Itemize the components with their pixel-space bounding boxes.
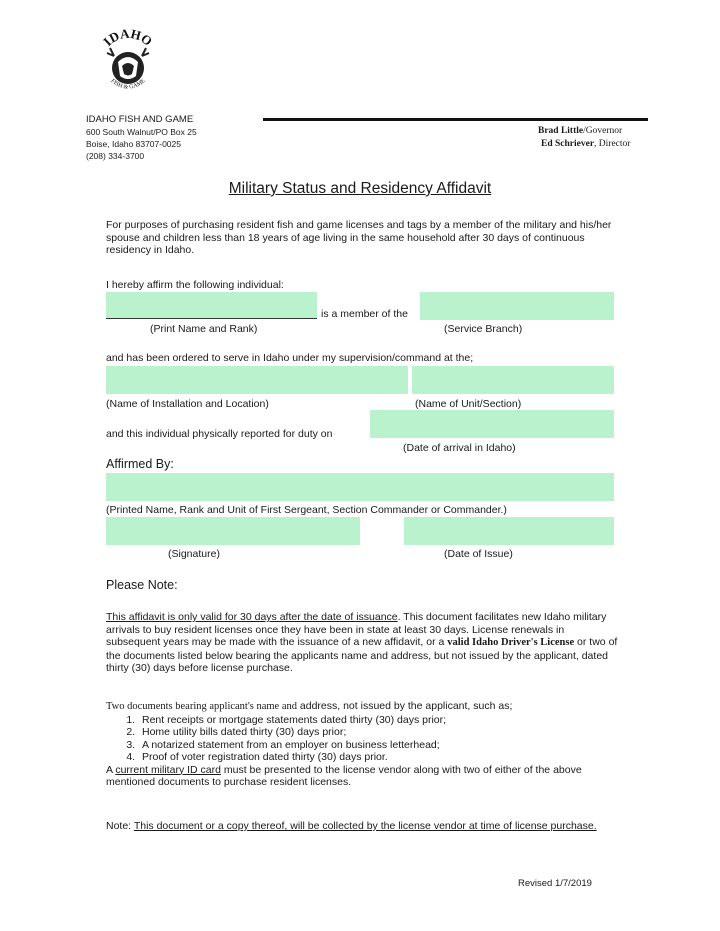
governor-title: /Governor	[583, 126, 623, 136]
military-id-card-text: current military ID card	[115, 763, 221, 776]
list-item: 3. A notarized statement from an employer on business letterhead;	[138, 739, 618, 752]
note-paragraph	[106, 611, 618, 675]
director-title: , Director	[594, 139, 631, 149]
logo-top-text: IDAHO	[100, 25, 156, 49]
governor-name: Brad Little	[538, 126, 584, 136]
signature-field[interactable]	[106, 517, 360, 545]
page-title: Military Status and Residency Affidavit	[228, 180, 492, 197]
member-of-text: is a member of the	[321, 308, 408, 320]
final-note	[106, 820, 618, 833]
logo-emblem-icon	[92, 22, 164, 112]
print-name-rank-field[interactable]	[106, 292, 317, 318]
service-branch-field[interactable]	[420, 292, 614, 320]
caption-installation: (Name of Installation and Location)	[106, 398, 269, 410]
list-item: 4. Proof of voter registration dated thirty (30) days prior.	[138, 751, 618, 764]
caption-unit: (Name of Unit/Section)	[415, 398, 522, 410]
reported-line: and this individual physically reported for duty on	[106, 428, 333, 440]
caption-arrival: (Date of arrival in Idaho)	[403, 442, 516, 454]
agency-name: IDAHO FISH AND GAME	[86, 114, 194, 125]
note-text-2: or two of the documents listed below bearing the applicants name and address, but not issued by the applicant, dated thirty (30) days before license purchase.	[106, 636, 618, 674]
agency-phone: (208) 334-3700	[86, 151, 145, 161]
agency-address-line2: Boise, Idaho 83707-0025	[86, 139, 181, 149]
caption-name-rank: (Print Name and Rank)	[150, 323, 258, 335]
caption-date-issue: (Date of Issue)	[444, 548, 513, 560]
caption-service-branch: (Service Branch)	[444, 323, 523, 335]
caption-sergeant: (Printed Name, Rank and Unit of First Sergeant, Section Commander or Commander.)	[106, 504, 507, 516]
validity-statement: This affidavit is only valid for 30 days after the date of issuance	[106, 611, 398, 623]
documents-section	[106, 700, 618, 789]
list-item: 2. Home utility bills dated thirty (30) days prior;	[138, 726, 618, 739]
caption-signature: (Signature)	[168, 548, 220, 560]
final-note-text: This document or a copy thereof, will be collected by the license vendor at time of license purchase.	[133, 820, 597, 832]
note-text-1: . This document facilitates new Idaho military arrivals to buy resident licenses once they have been in state at least 30 days. License renewals in subsequent years may be made with the issuance of a new affidavit, or a	[106, 611, 607, 648]
arrival-date-field[interactable]	[370, 410, 614, 438]
documents-lead-rest: address, not issued by the applicant, such as;	[296, 700, 513, 712]
documents-list	[106, 714, 618, 764]
ordered-line: and has been ordered to serve in Idaho under my supervision/command at the;	[106, 352, 474, 364]
documents-lead-serif: Two documents bearing applicant's name and	[106, 701, 297, 712]
id-pre: A	[106, 763, 116, 776]
officials	[538, 125, 630, 151]
agency-address	[86, 114, 197, 162]
name-underline	[106, 318, 317, 319]
date-of-issue-field[interactable]	[404, 517, 614, 545]
installation-location-field[interactable]	[106, 366, 408, 394]
list-item: 1. Rent receipts or mortgage statements dated thirty (30) days prior;	[138, 714, 618, 727]
logo-bottom-text: FISH & GAME	[109, 78, 147, 91]
military-id-statement	[106, 764, 618, 789]
please-note-heading: Please Note:	[106, 578, 178, 592]
unit-section-field[interactable]	[412, 366, 614, 394]
director-name: Ed Schriever	[541, 139, 595, 149]
id-post: must be presented to the license vendor along with two of either of the above mentioned documents to purchase resident licenses.	[106, 763, 582, 788]
agency-address-line1: 600 South Walnut/PO Box 25	[86, 127, 197, 137]
drivers-license-text: valid Idaho Driver's License	[447, 637, 575, 648]
idaho-fish-game-logo	[92, 22, 164, 112]
final-note-label: Note:	[106, 820, 134, 832]
header-rule	[263, 118, 648, 121]
intro-paragraph: For purposes of purchasing resident fish and game licenses and tags by a member of the military and his/her spouse and children less than 18 years of age living in the same household after 30 days of continuous residency in Idaho.	[106, 219, 612, 256]
affirmed-by-heading: Affirmed By:	[106, 457, 174, 471]
svg-text:IDAHO	[100, 26, 155, 49]
affirm-line: I hereby affirm the following individual:	[106, 279, 284, 291]
sergeant-commander-field[interactable]	[106, 473, 614, 501]
revised-date: Revised 1/7/2019	[518, 878, 592, 889]
